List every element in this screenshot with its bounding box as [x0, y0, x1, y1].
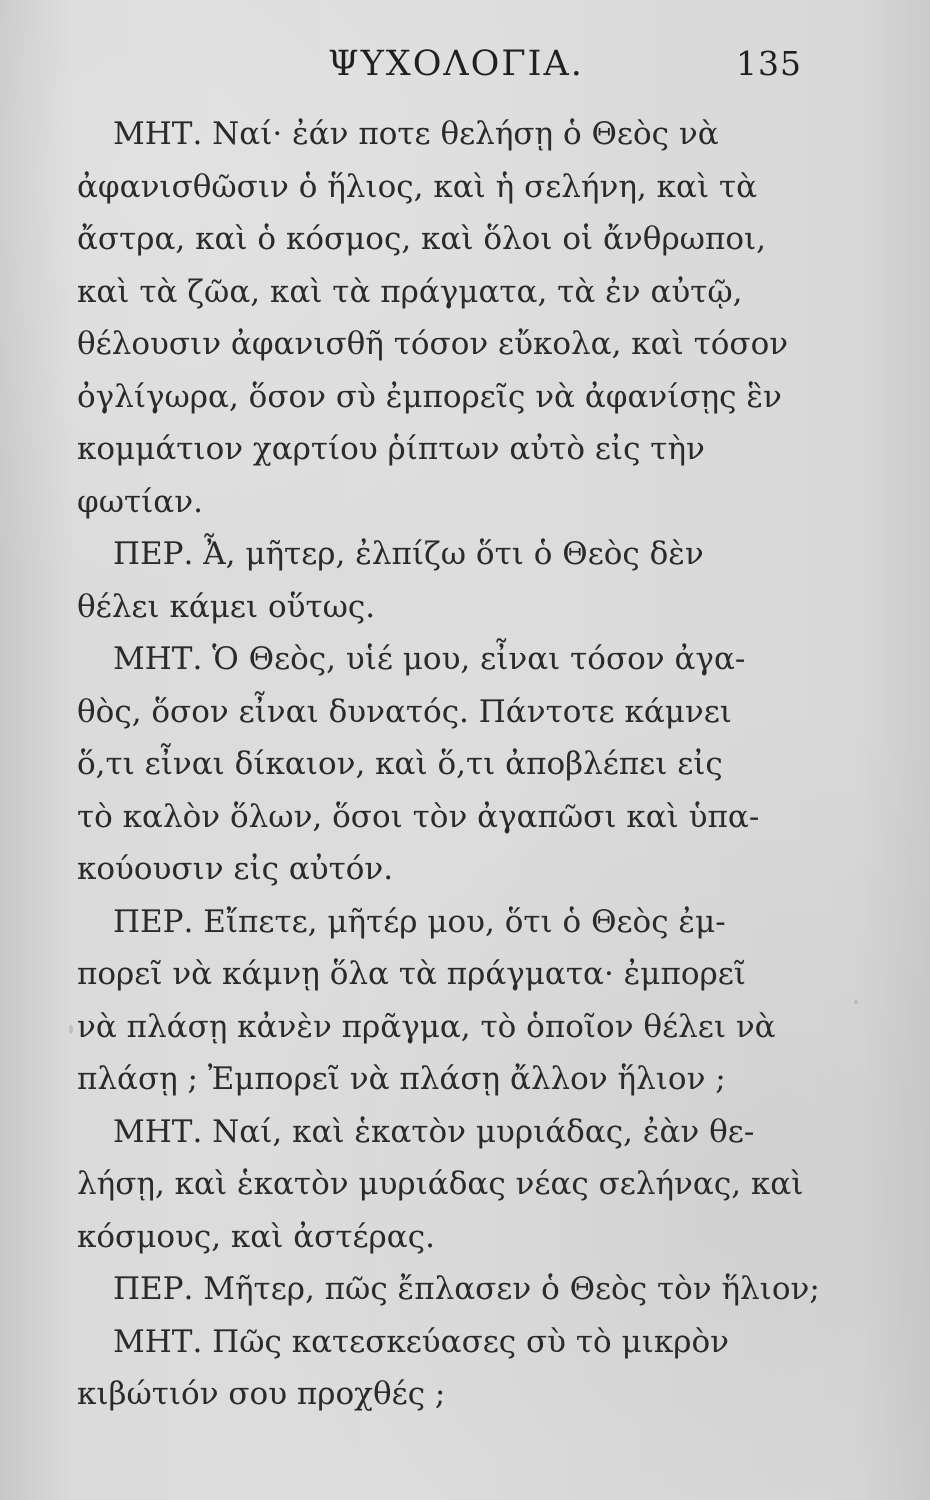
text-line: ΜΗΤ. Πῶς κατεσκεύασες σὺ τὸ μικρὸν [113, 1323, 729, 1360]
text-line: κούουσιν εἰς αὐτόν. [77, 851, 394, 887]
text-line: κομμάτιον χαρτίου ῥίπτων αὐτὸ εἰς τὴν [77, 431, 705, 467]
text-line: ὅ,τι εἶναι δίκαιον, καὶ ὅ,τι ἀποβλέπει εἰς [77, 746, 723, 782]
text-line: πλάσῃ ; Ἐμπορεῖ νὰ πλάσῃ ἄλλον ἥλιον ; [77, 1061, 726, 1097]
text-line: ΜΗΤ. Ναί, καὶ ἑκατὸν μυριάδας, ἐὰν θε- [113, 1113, 755, 1150]
ink-speck [69, 1025, 73, 1034]
running-header [0, 44, 930, 92]
page-number: 135 [736, 44, 802, 83]
text-line: ΜΗΤ. Ναί· ἐάν ποτε θελήσῃ ὁ Θεὸς νὰ [113, 116, 719, 152]
text-line: φωτίαν. [77, 483, 203, 520]
text-line: ἄστρα, καὶ ὁ κόσμος, καὶ ὅλοι οἱ ἄνθρωποι, [77, 221, 766, 257]
text-line: ΜΗΤ. Ὁ Θεὸς, υἱέ μου, εἶναι τόσον ἀγα- [113, 641, 746, 677]
text-line: τὸ καλὸν ὅλων, ὅσοι τὸν ἀγαπῶσι καὶ ὑπα- [77, 798, 760, 835]
text-line: ΠΕΡ. Εἴπετε, μῆτέρ μου, ὅτι ὁ Θεὸς ἐμ- [113, 903, 726, 940]
ink-speck [854, 1000, 858, 1004]
text-line: ΠΕΡ. Ἆ, μῆτερ, ἐλπίζω ὅτι ὁ Θεὸς δὲν [113, 536, 704, 572]
text-line: θέλει κάμει οὕτως. [77, 588, 376, 625]
text-line: ἀφανισθῶσιν ὁ ἥλιος, καὶ ἡ σελήνη, καὶ τὰ [77, 168, 758, 205]
running-title: ΨΥΧΟΛΟΓΙΑ. [328, 44, 584, 84]
text-line: πορεῖ νὰ κάμνῃ ὅλα τὰ πράγματα· ἐμπορεῖ [77, 956, 746, 992]
text-line: ὀγλίγωρα, ὅσον σὺ ἐμπορεῖς νὰ ἀφανίσῃς ἓν [77, 378, 782, 415]
text-line: θέλουσιν ἀφανισθῆ τόσον εὔκολα, καὶ τόσον [77, 326, 789, 362]
text-line: λήσῃ, καὶ ἑκατὸν μυριάδας νέας σελήνας, καὶ [77, 1166, 804, 1202]
text-line: θὸς, ὅσον εἶναι δυνατός. Πάντοτε κάμνει [77, 693, 732, 730]
text-line: κόσμους, καὶ ἀστέρας. [77, 1218, 435, 1255]
text-line: νὰ πλάσῃ κἀνὲν πρᾶγμα, τὸ ὁποῖον θέλει νὰ [77, 1008, 776, 1045]
text-line: κιβώτιόν σου προχθές ; [77, 1376, 446, 1412]
text-line: καὶ τὰ ζῶα, καὶ τὰ πράγματα, τὰ ἐν αὐτῷ, [77, 273, 743, 310]
text-line: ΠΕΡ. Μῆτερ, πῶς ἔπλασεν ὁ Θεὸς τὸν ἥλιον; [113, 1271, 820, 1307]
dialogue-text [77, 108, 820, 1421]
